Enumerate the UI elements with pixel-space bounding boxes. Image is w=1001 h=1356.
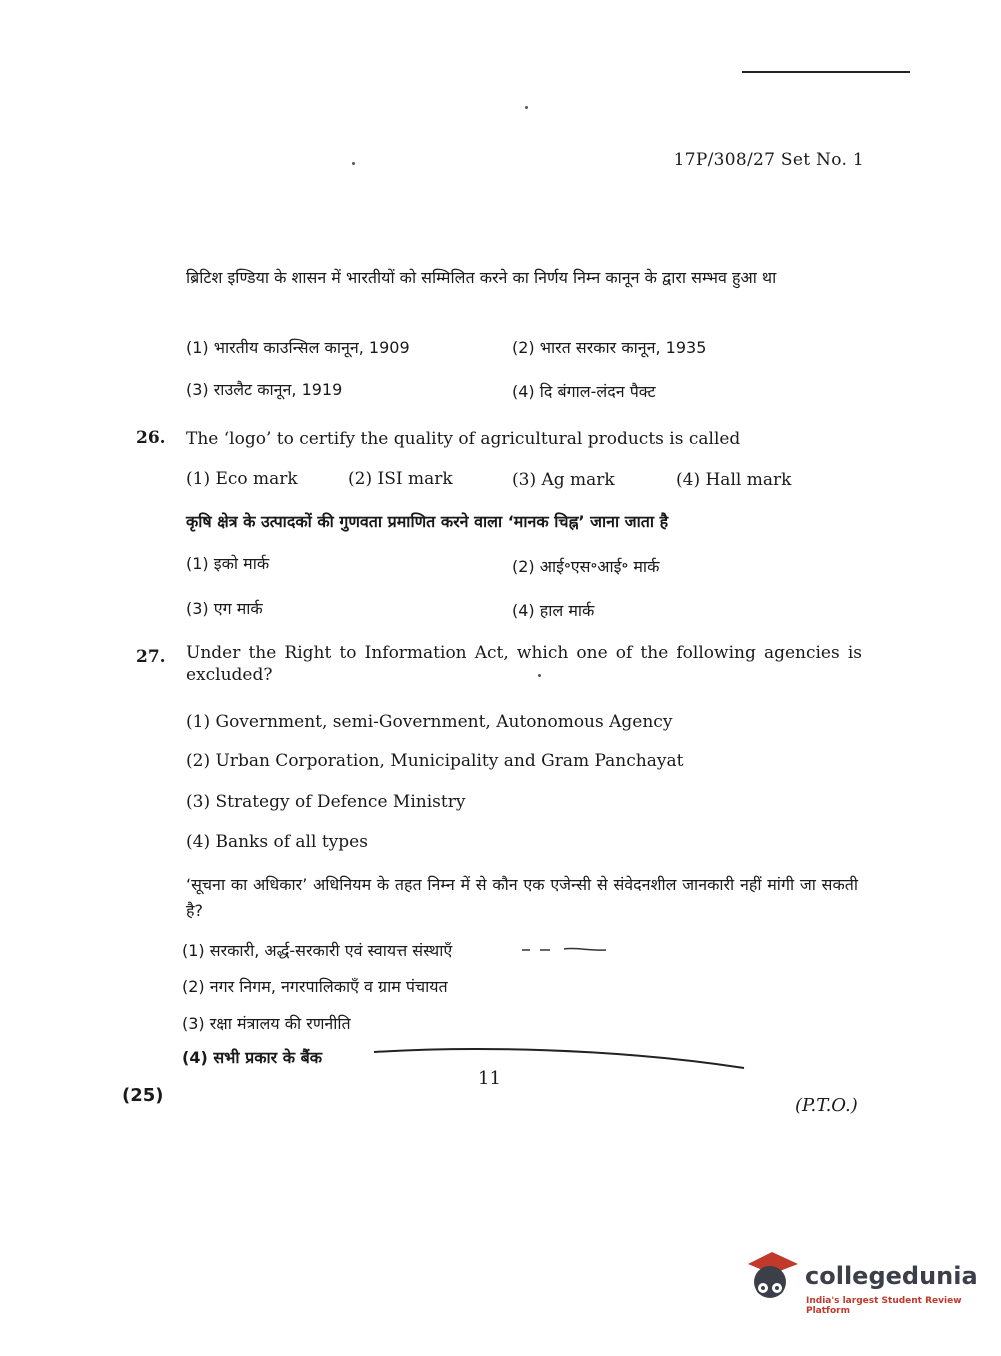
page-number: 11 xyxy=(478,1068,501,1089)
q26-option-3-hindi: (3) एग मार्क xyxy=(186,599,263,618)
q26-stem: The ‘logo’ to certify the quality of agricultural products is called xyxy=(186,429,741,449)
q27-stem-hindi: ‘सूचना का अधिकार’ अधिनियम के तहत निम्न में से कौन एक एजेन्सी से संवेदनशील जानकारी नहीं मांगी जा सकती है? xyxy=(186,875,858,920)
set-marker: (25) xyxy=(122,1085,164,1106)
speck xyxy=(538,674,541,677)
q25-option-4-hindi: (4) दि बंगाल-लंदन पैक्ट xyxy=(512,382,656,401)
pen-stroke xyxy=(372,1044,752,1078)
q27-option-2: (2) Urban Corporation, Municipality and Gram Panchayat xyxy=(186,751,684,771)
speck xyxy=(525,106,528,109)
q26-option-2-hindi: (2) आई॰एस॰आई॰ मार्क xyxy=(512,557,660,576)
q26-option-1: (1) Eco mark xyxy=(186,469,298,489)
q25-option-2-hindi: (2) भारत सरकार कानून, 1935 xyxy=(512,338,707,357)
pto-label: (P.T.O.) xyxy=(795,1095,858,1116)
q25-stem-hindi: ब्रिटिश इण्डिया के शासन में भारतीयों को सम्मिलित करने का निर्णय निम्न कानून के द्वारा सम्भव हुआ था xyxy=(186,268,777,287)
speck xyxy=(352,162,355,165)
q26-stem-hindi: कृषि क्षेत्र के उत्पादकों की गुणवता प्रमाणित करने वाला ‘मानक चिह्न’ जाना जाता है xyxy=(186,512,669,531)
q26-option-4: (4) Hall mark xyxy=(676,470,792,490)
q25-option-3-hindi: (3) राउलैट कानून, 1919 xyxy=(186,380,343,399)
collegedunia-mascot-icon xyxy=(742,1248,802,1310)
q27-option-3: (3) Strategy of Defence Ministry xyxy=(186,792,466,812)
collegedunia-tagline: India's largest Student Review Platform xyxy=(806,1296,962,1316)
q27-option-2-hindi: (2) नगर निगम, नगरपालिकाएँ व ग्राम पंचायत xyxy=(182,977,448,996)
top-rule xyxy=(742,71,910,73)
q25-option-1-hindi: (1) भारतीय काउन्सिल कानून, 1909 xyxy=(186,338,410,357)
q27-option-4: (4) Banks of all types xyxy=(186,832,368,852)
paper-code: 17P/308/27 Set No. 1 xyxy=(673,150,864,170)
q27-option-1-hindi: (1) सरकारी, अर्द्ध-सरकारी एवं स्वायत्त संस्थाएँ xyxy=(182,941,453,960)
q27-number: 27. xyxy=(136,647,166,667)
pen-scribble xyxy=(520,944,610,956)
q27-option-1: (1) Government, semi-Government, Autonomous Agency xyxy=(186,712,673,732)
q27-stem: Under the Right to Information Act, which one of the following agencies is excluded? xyxy=(186,643,862,685)
q26-option-1-hindi: (1) इको मार्क xyxy=(186,554,270,573)
q26-option-2: (2) ISI mark xyxy=(348,469,453,489)
q26-number: 26. xyxy=(136,428,166,448)
q26-option-3: (3) Ag mark xyxy=(512,470,615,490)
q27-option-4-hindi: (4) सभी प्रकार के बैंक xyxy=(182,1048,323,1067)
collegedunia-wordmark: collegedunia xyxy=(805,1262,978,1290)
q26-option-4-hindi: (4) हाल मार्क xyxy=(512,601,595,620)
q27-option-3-hindi: (3) रक्षा मंत्रालय की रणनीति xyxy=(182,1014,351,1033)
